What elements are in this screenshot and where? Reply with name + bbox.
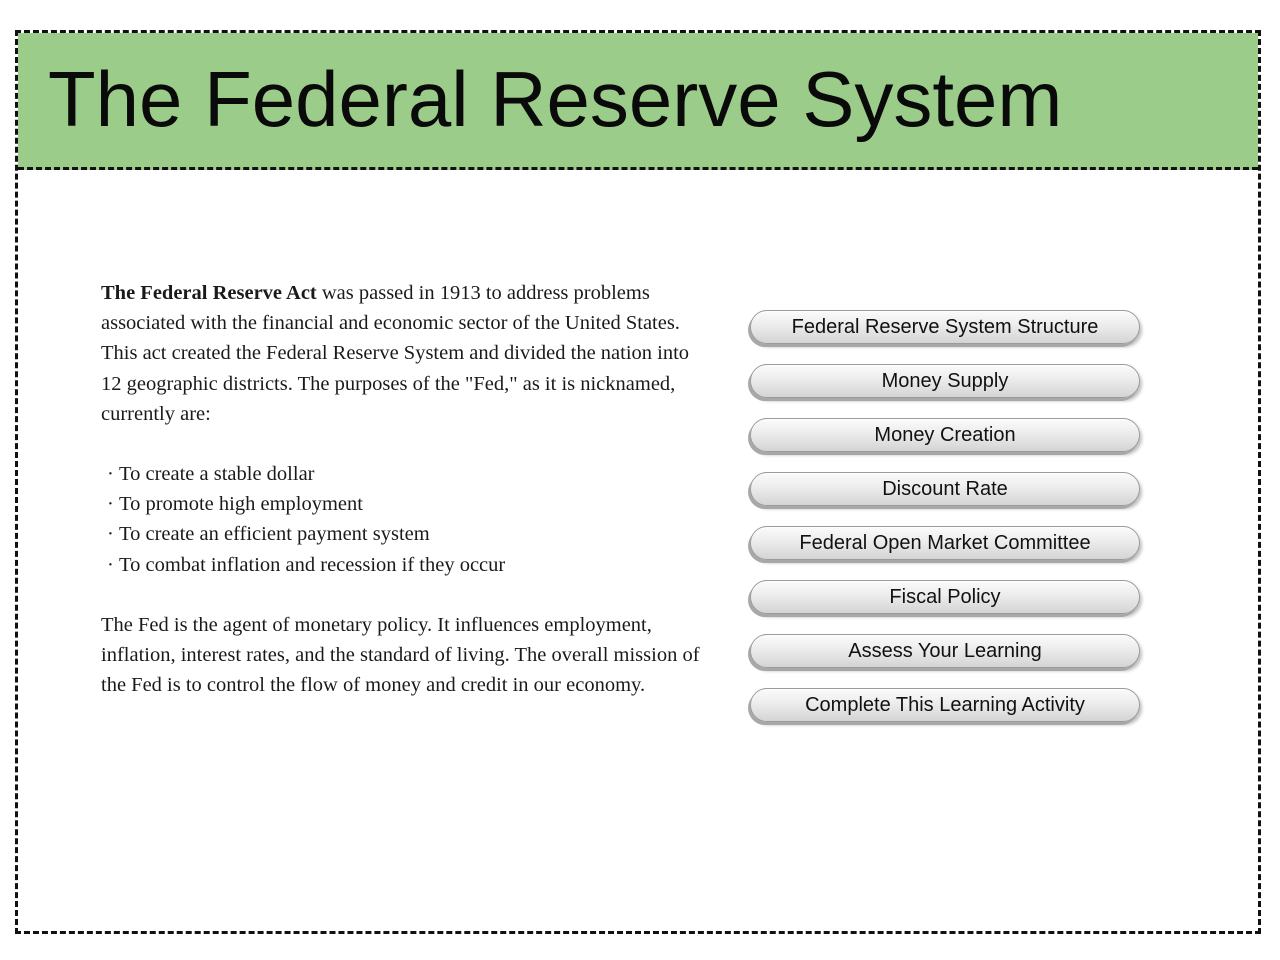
paragraph-spacer	[101, 429, 711, 459]
purpose-text: To combat inflation and recession if they occur	[119, 553, 506, 576]
discount-rate-button[interactable]: Discount Rate	[750, 472, 1140, 506]
money-creation-button[interactable]: Money Creation	[750, 418, 1140, 452]
title-banner	[18, 33, 1258, 170]
fiscal-policy-button[interactable]: Fiscal Policy	[750, 580, 1140, 614]
list-item	[101, 550, 711, 580]
closing-paragraph: The Fed is the agent of monetary policy. It influences employment, inflation, interest rates, and the standard of living. The overall mission of the Fed is to control the flow of money and credit in our economy.	[101, 613, 700, 697]
intro-paragraph-text: was passed in 1913 to address problems associated with the financial and economic sector of the United States. This act created the Federal Reserve System and divided the nation into 12 geographic districts. The purposes of the "Fed," as it is nicknamed, currently are:	[101, 282, 690, 425]
assess-your-learning-button[interactable]: Assess Your Learning	[750, 634, 1140, 668]
purpose-text: To promote high employment	[119, 493, 363, 516]
complete-learning-activity-button[interactable]: Complete This Learning Activity	[750, 688, 1140, 722]
intro-text-column	[101, 278, 711, 700]
bullet-icon: ·	[107, 553, 114, 576]
topic-button-column	[750, 310, 1144, 742]
federal-reserve-system-structure-button[interactable]: Federal Reserve System Structure	[750, 310, 1140, 344]
list-item	[101, 489, 711, 519]
page-title: The Federal Reserve System	[48, 55, 1063, 143]
purposes-list	[101, 459, 711, 580]
purpose-text: To create a stable dollar	[119, 463, 315, 486]
paragraph-spacer	[101, 580, 711, 610]
intro-paragraph	[101, 278, 711, 429]
bullet-icon: ·	[107, 463, 114, 486]
bullet-icon: ·	[107, 493, 114, 516]
intro-bold-term: The Federal Reserve Act	[101, 282, 317, 304]
list-item	[101, 519, 711, 549]
bullet-icon: ·	[107, 523, 114, 546]
purpose-text: To create an efficient payment system	[119, 523, 430, 546]
list-item	[101, 459, 711, 489]
federal-open-market-committee-button[interactable]: Federal Open Market Committee	[750, 526, 1140, 560]
money-supply-button[interactable]: Money Supply	[750, 364, 1140, 398]
